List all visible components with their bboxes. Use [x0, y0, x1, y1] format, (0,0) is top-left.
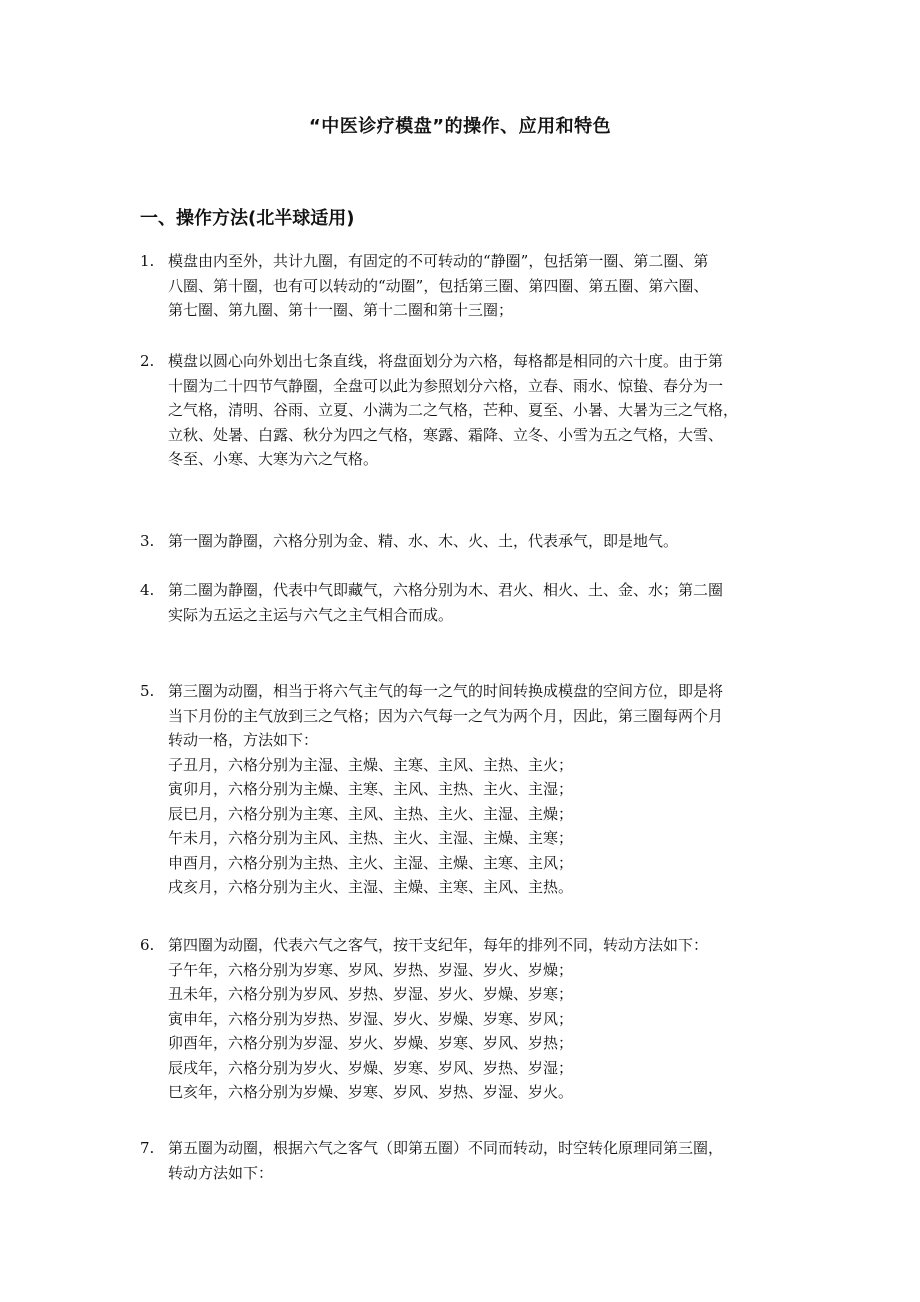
text-line: 之气格，清明、谷雨、立夏、小满为二之气格，芒种、夏至、小暑、大暑为三之气格， [168, 401, 739, 419]
list-item [140, 679, 830, 900]
text-line: 子午年，六格分别为岁寒、岁风、岁热、岁湿、岁火、岁燥； [168, 960, 574, 979]
text-line: 模盘由内至外，共计九圈，有固定的不可转动的“静圈”，包括第一圈、第二圈、第 [168, 252, 709, 270]
list-item-text [168, 1136, 830, 1185]
list-item [140, 578, 830, 627]
list-item-text [168, 249, 830, 323]
text-line: 第五圈为动圈，根据六气之客气（即第五圈）不同而转动，时空转化原理同第三圈， [168, 1139, 724, 1157]
document-title: “中医诊疗模盘”的操作、应用和特色 [308, 116, 612, 137]
list-item [140, 529, 830, 554]
text-line: 辰戌年，六格分别为岁火、岁燥、岁寒、岁风、岁热、岁湿； [168, 1058, 574, 1077]
list-item-number: 7. [140, 1139, 155, 1157]
text-line: 第四圈为动圈，代表六气之客气，按干支纪年，每年的排列不同，转动方法如下： [168, 936, 709, 954]
text-line: 巳亥年，六格分别为岁燥、岁寒、岁风、岁热、岁湿、岁火。 [168, 1083, 574, 1101]
list-item-text [168, 349, 830, 472]
text-line: 第三圈为动圈，相当于将六气主气的每一之气的时间转换成模盘的空间方位，即是将 [168, 682, 724, 700]
text-line: 第二圈为静圈，代表中气即藏气，六格分别为木、君火、相火、土、金、水；第二圈 [168, 581, 724, 599]
list-item [140, 349, 830, 472]
text-line: 子丑月，六格分别为主湿、主燥、主寒、主风、主热、主火； [168, 755, 574, 774]
text-line: 第一圈为静圈，六格分别为金、精、水、木、火、土，代表承气，即是地气。 [168, 532, 679, 550]
text-line: 立秋、处暑、白露、秋分为四之气格，寒露、霜降、立冬、小雪为五之气格，大雪、 [168, 425, 724, 444]
list-item [140, 249, 830, 323]
list-item [140, 1136, 830, 1185]
list-item-number: 6. [140, 936, 155, 954]
text-line: 转动方法如下： [168, 1163, 274, 1182]
list-item-number: 4. [140, 581, 155, 599]
list-item-number: 5. [140, 682, 155, 700]
list-item-number: 1. [140, 252, 155, 270]
text-line: 第七圈、第九圈、第十一圈、第十二圈和第十三圈； [168, 301, 514, 319]
list-item-number: 3. [140, 532, 155, 550]
text-line: 戌亥月，六格分别为主火、主湿、主燥、主寒、主风、主热。 [168, 878, 574, 896]
text-line: 午未月，六格分别为主风、主热、主火、主湿、主燥、主寒； [168, 829, 574, 847]
text-line: 八圈、第十圈，也有可以转动的“动圈”，包括第三圈、第四圈、第五圈、第六圈、 [168, 276, 709, 295]
list-item-text [168, 933, 830, 1105]
text-line: 转动一格，方法如下： [168, 731, 319, 749]
list-item-text [168, 529, 830, 554]
list-item-number: 2. [140, 352, 155, 370]
list-item-text [168, 578, 830, 627]
text-line: 辰巳月，六格分别为主寒、主风、主热、主火、主湿、主燥； [168, 804, 574, 823]
text-line: 模盘以圆心向外划出七条直线，将盘面划分为六格，每格都是相同的六十度。由于第 [168, 352, 724, 370]
text-line: 冬至、小寒、大寒为六之气格。 [168, 450, 379, 468]
text-line: 寅卯月，六格分别为主燥、主寒、主风、主热、主火、主湿； [168, 780, 574, 798]
list-item [140, 933, 830, 1105]
text-line: 十圈为二十四节气静圈，全盘可以此为参照划分六格，立春、雨水、惊蛰、春分为一 [168, 376, 724, 395]
text-line: 丑未年，六格分别为岁风、岁热、岁湿、岁火、岁燥、岁寒； [168, 985, 574, 1003]
text-line: 申酉月，六格分别为主热、主火、主湿、主燥、主寒、主风； [168, 853, 574, 872]
text-line: 寅申年，六格分别为岁热、岁湿、岁火、岁燥、岁寒、岁风； [168, 1009, 574, 1028]
list-item-text [168, 679, 830, 900]
section-heading-operation: 一、操作方法(北半球适用) [140, 208, 355, 229]
text-line: 卯酉年，六格分别为岁湿、岁火、岁燥、岁寒、岁风、岁热； [168, 1034, 574, 1052]
text-line: 当下月份的主气放到三之气格；因为六气每一之气为两个月，因此，第三圈每两个月 [168, 706, 724, 725]
text-line: 实际为五运之主运与六气之主气相合而成。 [168, 605, 454, 624]
